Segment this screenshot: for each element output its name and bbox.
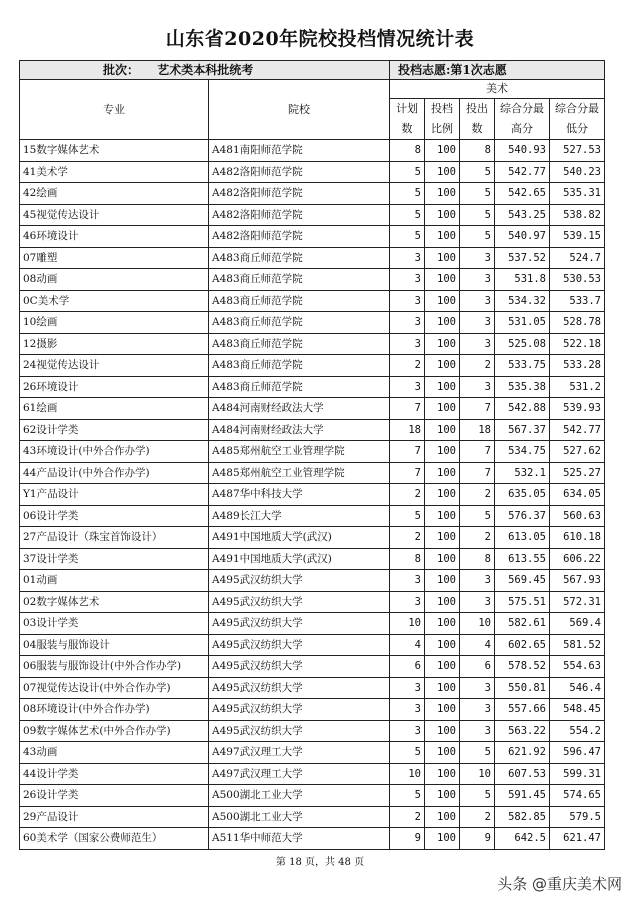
plan-cell: 7 — [390, 462, 425, 484]
major-cell: 44设计学类 — [20, 763, 209, 785]
major-cell: 43环境设计(中外合作办学) — [20, 441, 209, 463]
school-cell: A487华中科技大学 — [209, 484, 390, 506]
major-cell: 02数字媒体艺术 — [20, 591, 209, 613]
ratio-cell: 100 — [425, 290, 460, 312]
batch-value: 艺术类本科批统考 — [157, 63, 254, 77]
plan-cell: 5 — [390, 226, 425, 248]
admitted-cell: 5 — [460, 505, 495, 527]
school-cell: A483商丘师范学院 — [209, 247, 390, 269]
max-score-cell: 540.97 — [495, 226, 550, 248]
min-score-cell: 528.78 — [550, 312, 605, 334]
table-row — [20, 548, 605, 570]
ratio-cell: 100 — [425, 548, 460, 570]
school-cell: A500湖北工业大学 — [209, 806, 390, 828]
table-row — [20, 699, 605, 721]
batch-row — [20, 61, 605, 80]
plan-cell: 2 — [390, 527, 425, 549]
school-cell: A495武汉纺织大学 — [209, 699, 390, 721]
table-row — [20, 247, 605, 269]
table-row — [20, 806, 605, 828]
admitted-cell: 3 — [460, 570, 495, 592]
school-cell: A482洛阳师范学院 — [209, 204, 390, 226]
min-score-cell: 569.4 — [550, 613, 605, 635]
table-row — [20, 290, 605, 312]
plan-cell: 5 — [390, 204, 425, 226]
batch-label: 批次： — [103, 63, 140, 77]
school-cell: A483商丘师范学院 — [209, 290, 390, 312]
admitted-cell: 3 — [460, 269, 495, 291]
table-row — [20, 677, 605, 699]
ratio-cell: 100 — [425, 806, 460, 828]
table-row — [20, 591, 605, 613]
table-row — [20, 785, 605, 807]
major-cell: Y1产品设计 — [20, 484, 209, 506]
major-cell: 37设计学类 — [20, 548, 209, 570]
admitted-cell: 3 — [460, 333, 495, 355]
plan-cell: 3 — [390, 570, 425, 592]
school-cell: A511华中师范大学 — [209, 828, 390, 850]
plan-cell: 18 — [390, 419, 425, 441]
max-score-cell: 576.37 — [495, 505, 550, 527]
plan-cell: 3 — [390, 699, 425, 721]
ratio-cell: 100 — [425, 785, 460, 807]
plan-cell: 9 — [390, 828, 425, 850]
ratio-cell: 100 — [425, 570, 460, 592]
min-score-cell: 538.82 — [550, 204, 605, 226]
min-score-cell: 574.65 — [550, 785, 605, 807]
table-row — [20, 828, 605, 850]
school-cell: A482洛阳师范学院 — [209, 161, 390, 183]
major-cell: 09数字媒体艺术(中外合作办学) — [20, 720, 209, 742]
plan-cell: 3 — [390, 333, 425, 355]
admitted-cell: 2 — [460, 806, 495, 828]
table-row — [20, 161, 605, 183]
major-cell: 26环境设计 — [20, 376, 209, 398]
table-body — [20, 140, 605, 850]
school-cell: A495武汉纺织大学 — [209, 570, 390, 592]
plan-cell: 10 — [390, 613, 425, 635]
admitted-cell: 5 — [460, 742, 495, 764]
min-score-cell: 560.63 — [550, 505, 605, 527]
max-score-cell: 582.85 — [495, 806, 550, 828]
plan-cell: 3 — [390, 720, 425, 742]
min-score-cell: 567.93 — [550, 570, 605, 592]
watermark — [497, 873, 622, 894]
max-score-cell: 525.08 — [495, 333, 550, 355]
ratio-cell: 100 — [425, 591, 460, 613]
table-row — [20, 441, 605, 463]
school-cell: A500湖北工业大学 — [209, 785, 390, 807]
table-row — [20, 312, 605, 334]
admitted-cell: 3 — [460, 312, 495, 334]
ratio-cell: 100 — [425, 656, 460, 678]
max-score-cell: 569.45 — [495, 570, 550, 592]
plan-cell: 5 — [390, 505, 425, 527]
min-score-cell: 579.5 — [550, 806, 605, 828]
plan-cell: 3 — [390, 376, 425, 398]
max-score-cell: 567.37 — [495, 419, 550, 441]
min-score-cell: 606.22 — [550, 548, 605, 570]
max-score-cell: 542.65 — [495, 183, 550, 205]
min-score-cell: 542.77 — [550, 419, 605, 441]
admitted-cell: 5 — [460, 161, 495, 183]
major-cell: 62设计学类 — [20, 419, 209, 441]
school-cell: A484河南财经政法大学 — [209, 398, 390, 420]
admitted-cell: 5 — [460, 785, 495, 807]
major-cell: 42绘画 — [20, 183, 209, 205]
plan-cell: 10 — [390, 763, 425, 785]
major-cell: 03设计学类 — [20, 613, 209, 635]
plan-cell: 5 — [390, 785, 425, 807]
header-school: 院校 — [209, 80, 390, 140]
major-cell: 61绘画 — [20, 398, 209, 420]
watermark-text: 头条 @重庆美术网 — [497, 875, 622, 893]
batch-cell — [20, 61, 390, 80]
school-cell: A485郑州航空工业管理学院 — [209, 462, 390, 484]
major-cell: 08动画 — [20, 269, 209, 291]
max-score-cell: 533.75 — [495, 355, 550, 377]
min-score-cell: 539.15 — [550, 226, 605, 248]
header-plan: 计划数 — [390, 99, 425, 140]
min-score-cell: 554.2 — [550, 720, 605, 742]
admitted-cell: 3 — [460, 247, 495, 269]
ratio-cell: 100 — [425, 828, 460, 850]
min-score-cell: 610.18 — [550, 527, 605, 549]
ratio-cell: 100 — [425, 462, 460, 484]
table-row — [20, 720, 605, 742]
plan-cell: 3 — [390, 247, 425, 269]
max-score-cell: 531.05 — [495, 312, 550, 334]
ratio-cell: 100 — [425, 505, 460, 527]
min-score-cell: 596.47 — [550, 742, 605, 764]
admitted-cell: 3 — [460, 720, 495, 742]
ratio-cell: 100 — [425, 677, 460, 699]
ratio-cell: 100 — [425, 376, 460, 398]
max-score-cell: 578.52 — [495, 656, 550, 678]
header-group: 美术 — [390, 80, 605, 99]
max-score-cell: 532.1 — [495, 462, 550, 484]
header-max-score: 综合分最高分 — [495, 99, 550, 140]
min-score-cell: 527.62 — [550, 441, 605, 463]
max-score-cell: 543.25 — [495, 204, 550, 226]
header-admitted: 投出数 — [460, 99, 495, 140]
school-cell: A485郑州航空工业管理学院 — [209, 441, 390, 463]
school-cell: A483商丘师范学院 — [209, 312, 390, 334]
table-row — [20, 183, 605, 205]
major-cell: 06设计学类 — [20, 505, 209, 527]
max-score-cell: 557.66 — [495, 699, 550, 721]
admitted-cell: 4 — [460, 634, 495, 656]
plan-cell: 3 — [390, 591, 425, 613]
major-cell: 07视觉传达设计(中外合作办学) — [20, 677, 209, 699]
plan-cell: 3 — [390, 269, 425, 291]
ratio-cell: 100 — [425, 355, 460, 377]
min-score-cell: 522.18 — [550, 333, 605, 355]
admitted-cell: 3 — [460, 591, 495, 613]
min-score-cell: 548.45 — [550, 699, 605, 721]
admitted-cell: 7 — [460, 398, 495, 420]
major-cell: 04服装与服饰设计 — [20, 634, 209, 656]
admitted-cell: 5 — [460, 226, 495, 248]
admitted-cell: 10 — [460, 613, 495, 635]
major-cell: 44产品设计(中外合作办学) — [20, 462, 209, 484]
table-row — [20, 634, 605, 656]
school-cell: A483商丘师范学院 — [209, 269, 390, 291]
ratio-cell: 100 — [425, 613, 460, 635]
table-row — [20, 763, 605, 785]
admitted-cell: 9 — [460, 828, 495, 850]
school-cell: A484河南财经政法大学 — [209, 419, 390, 441]
ratio-cell: 100 — [425, 183, 460, 205]
ratio-cell: 100 — [425, 720, 460, 742]
major-cell: 27产品设计（珠宝首饰设计） — [20, 527, 209, 549]
table-row — [20, 656, 605, 678]
max-score-cell: 602.65 — [495, 634, 550, 656]
volunteer-cell: 投档志愿:第1次志愿 — [390, 61, 605, 80]
min-score-cell: 530.53 — [550, 269, 605, 291]
table-row — [20, 269, 605, 291]
table-row — [20, 613, 605, 635]
major-cell: 10绘画 — [20, 312, 209, 334]
max-score-cell: 542.77 — [495, 161, 550, 183]
max-score-cell: 563.22 — [495, 720, 550, 742]
major-cell: 24视觉传达设计 — [20, 355, 209, 377]
school-cell: A497武汉理工大学 — [209, 763, 390, 785]
table-row — [20, 355, 605, 377]
plan-cell: 7 — [390, 398, 425, 420]
school-cell: A483商丘师范学院 — [209, 376, 390, 398]
ratio-cell: 100 — [425, 312, 460, 334]
min-score-cell: 546.4 — [550, 677, 605, 699]
ratio-cell: 100 — [425, 699, 460, 721]
ratio-cell: 100 — [425, 419, 460, 441]
max-score-cell: 575.51 — [495, 591, 550, 613]
min-score-cell: 527.53 — [550, 140, 605, 162]
table-row — [20, 333, 605, 355]
admitted-cell: 2 — [460, 484, 495, 506]
school-cell: A482洛阳师范学院 — [209, 226, 390, 248]
table-row — [20, 376, 605, 398]
school-cell: A497武汉理工大学 — [209, 742, 390, 764]
plan-cell: 5 — [390, 742, 425, 764]
max-score-cell: 613.55 — [495, 548, 550, 570]
max-score-cell: 613.05 — [495, 527, 550, 549]
max-score-cell: 621.92 — [495, 742, 550, 764]
plan-cell: 5 — [390, 161, 425, 183]
school-cell: A491中国地质大学(武汉) — [209, 548, 390, 570]
max-score-cell: 540.93 — [495, 140, 550, 162]
table-row — [20, 226, 605, 248]
max-score-cell: 607.53 — [495, 763, 550, 785]
admitted-cell: 7 — [460, 441, 495, 463]
school-cell: A495武汉纺织大学 — [209, 634, 390, 656]
major-cell: 29产品设计 — [20, 806, 209, 828]
school-cell: A495武汉纺织大学 — [209, 656, 390, 678]
ratio-cell: 100 — [425, 742, 460, 764]
school-cell: A481南阳师范学院 — [209, 140, 390, 162]
admitted-cell: 3 — [460, 699, 495, 721]
ratio-cell: 100 — [425, 763, 460, 785]
header-ratio: 投档比例 — [425, 99, 460, 140]
school-cell: A495武汉纺织大学 — [209, 613, 390, 635]
plan-cell: 4 — [390, 634, 425, 656]
min-score-cell: 581.52 — [550, 634, 605, 656]
major-cell: 43动画 — [20, 742, 209, 764]
major-cell: 01动画 — [20, 570, 209, 592]
page-title: 山东省2020年院校投档情况统计表 — [165, 28, 475, 50]
max-score-cell: 542.88 — [495, 398, 550, 420]
major-cell: 06服装与服饰设计(中外合作办学) — [20, 656, 209, 678]
min-score-cell: 621.47 — [550, 828, 605, 850]
max-score-cell: 642.5 — [495, 828, 550, 850]
table-row — [20, 527, 605, 549]
major-cell: 0C美术学 — [20, 290, 209, 312]
max-score-cell: 534.75 — [495, 441, 550, 463]
admitted-cell: 7 — [460, 462, 495, 484]
header-min-score: 综合分最低分 — [550, 99, 605, 140]
plan-cell: 5 — [390, 183, 425, 205]
plan-cell: 6 — [390, 656, 425, 678]
ratio-cell: 100 — [425, 484, 460, 506]
max-score-cell: 531.8 — [495, 269, 550, 291]
ratio-cell: 100 — [425, 527, 460, 549]
school-cell: A483商丘师范学院 — [209, 333, 390, 355]
admitted-cell: 2 — [460, 527, 495, 549]
min-score-cell: 531.2 — [550, 376, 605, 398]
min-score-cell: 554.63 — [550, 656, 605, 678]
table-row — [20, 742, 605, 764]
table-row — [20, 398, 605, 420]
admitted-cell: 3 — [460, 376, 495, 398]
plan-cell: 2 — [390, 355, 425, 377]
ratio-cell: 100 — [425, 247, 460, 269]
table-row — [20, 484, 605, 506]
table-row — [20, 462, 605, 484]
plan-cell: 8 — [390, 140, 425, 162]
plan-cell: 3 — [390, 677, 425, 699]
admitted-cell: 8 — [460, 140, 495, 162]
plan-cell: 3 — [390, 290, 425, 312]
major-cell: 60美术学（国家公费师范生） — [20, 828, 209, 850]
table-row — [20, 204, 605, 226]
min-score-cell: 524.7 — [550, 247, 605, 269]
table-row — [20, 140, 605, 162]
ratio-cell: 100 — [425, 441, 460, 463]
table-row — [20, 505, 605, 527]
min-score-cell: 535.31 — [550, 183, 605, 205]
min-score-cell: 539.93 — [550, 398, 605, 420]
ratio-cell: 100 — [425, 226, 460, 248]
max-score-cell: 591.45 — [495, 785, 550, 807]
header-major: 专业 — [20, 80, 209, 140]
min-score-cell: 599.31 — [550, 763, 605, 785]
min-score-cell: 525.27 — [550, 462, 605, 484]
ratio-cell: 100 — [425, 269, 460, 291]
min-score-cell: 533.28 — [550, 355, 605, 377]
min-score-cell: 634.05 — [550, 484, 605, 506]
page-footer: 第 18 页，共 48 页 — [275, 857, 365, 868]
plan-cell: 2 — [390, 806, 425, 828]
min-score-cell: 540.23 — [550, 161, 605, 183]
min-score-cell: 572.31 — [550, 591, 605, 613]
admission-table — [19, 60, 605, 850]
school-cell: A491中国地质大学(武汉) — [209, 527, 390, 549]
admitted-cell: 3 — [460, 290, 495, 312]
admitted-cell: 18 — [460, 419, 495, 441]
admitted-cell: 2 — [460, 355, 495, 377]
ratio-cell: 100 — [425, 634, 460, 656]
admitted-cell: 6 — [460, 656, 495, 678]
table-row — [20, 570, 605, 592]
max-score-cell: 537.52 — [495, 247, 550, 269]
major-cell: 45视觉传达设计 — [20, 204, 209, 226]
school-cell: A482洛阳师范学院 — [209, 183, 390, 205]
ratio-cell: 100 — [425, 161, 460, 183]
major-cell: 26设计学类 — [20, 785, 209, 807]
plan-cell: 3 — [390, 312, 425, 334]
school-cell: A483商丘师范学院 — [209, 355, 390, 377]
major-cell: 12摄影 — [20, 333, 209, 355]
major-cell: 41美术学 — [20, 161, 209, 183]
plan-cell: 2 — [390, 484, 425, 506]
admitted-cell: 5 — [460, 204, 495, 226]
ratio-cell: 100 — [425, 398, 460, 420]
max-score-cell: 582.61 — [495, 613, 550, 635]
ratio-cell: 100 — [425, 204, 460, 226]
school-cell: A495武汉纺织大学 — [209, 720, 390, 742]
admitted-cell: 10 — [460, 763, 495, 785]
admitted-cell: 3 — [460, 677, 495, 699]
ratio-cell: 100 — [425, 333, 460, 355]
school-cell: A495武汉纺织大学 — [209, 677, 390, 699]
max-score-cell: 635.05 — [495, 484, 550, 506]
max-score-cell: 534.32 — [495, 290, 550, 312]
min-score-cell: 533.7 — [550, 290, 605, 312]
major-cell: 15数字媒体艺术 — [20, 140, 209, 162]
school-cell: A495武汉纺织大学 — [209, 591, 390, 613]
admitted-cell: 8 — [460, 548, 495, 570]
max-score-cell: 535.38 — [495, 376, 550, 398]
major-cell: 07雕塑 — [20, 247, 209, 269]
ratio-cell: 100 — [425, 140, 460, 162]
admitted-cell: 5 — [460, 183, 495, 205]
school-cell: A489长江大学 — [209, 505, 390, 527]
max-score-cell: 550.81 — [495, 677, 550, 699]
plan-cell: 8 — [390, 548, 425, 570]
table-row — [20, 419, 605, 441]
plan-cell: 7 — [390, 441, 425, 463]
major-cell: 46环境设计 — [20, 226, 209, 248]
major-cell: 08环境设计(中外合作办学) — [20, 699, 209, 721]
